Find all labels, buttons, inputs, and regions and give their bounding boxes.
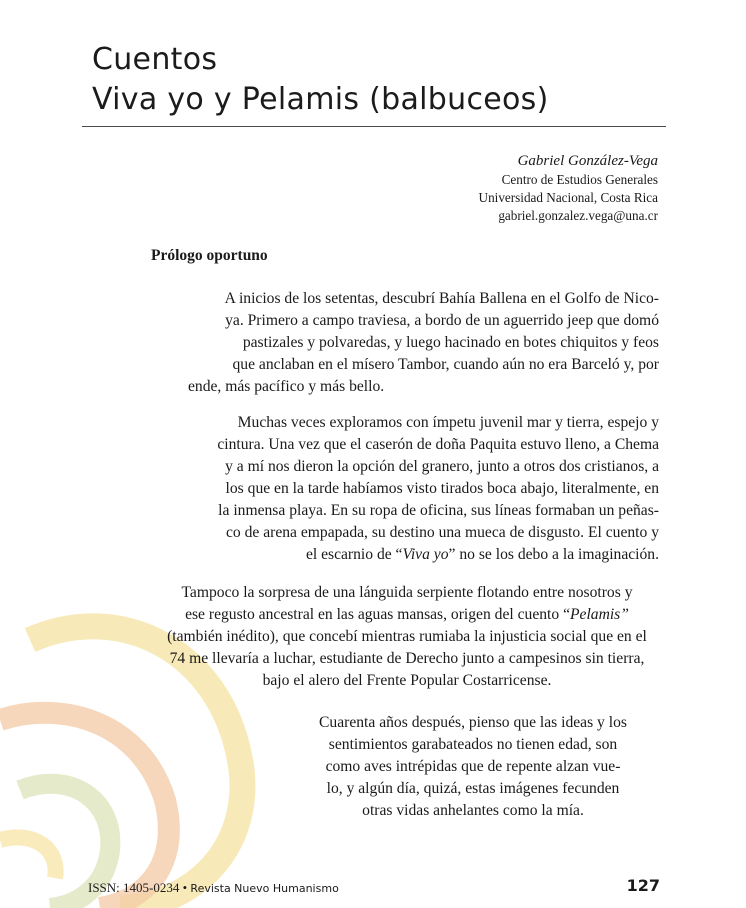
page-number: 127 (626, 876, 660, 895)
paragraph-line: Cuarenta años después, pienso que las ideas y los (319, 714, 627, 731)
paragraph-line: 74 me llevaría a luchar, estudiante de Derecho junto a campesinos sin tierra, (169, 650, 645, 667)
paragraph-line: ya. Primero a campo traviesa, a bordo de un aguerrido jeep que domó (225, 312, 659, 329)
author-affiliation-1: Centro de Estudios Generales (501, 172, 658, 187)
swirl-arc-middle (0, 713, 169, 908)
title-divider (82, 126, 666, 127)
author-block (479, 151, 658, 225)
author-affiliation-2: Universidad Nacional, Costa Rica (478, 190, 658, 205)
author-name: Gabriel González-Vega (517, 153, 658, 169)
paragraph-line: Muchas veces exploramos con ímpetu juvenil mar y tierra, espejo y (237, 414, 659, 431)
page-title (92, 40, 549, 120)
paragraph-line: como aves intrépidas que de repente alzan vue- (325, 758, 621, 775)
swirl-arc-core (0, 837, 56, 878)
magazine-name: Revista Nuevo Humanismo (190, 882, 339, 895)
paragraph-line: cintura. Una vez que el caserón de doña Paquita estuvo lleno, a Chema (217, 436, 659, 453)
paragraph-line: bajo el alero del Frente Popular Costarricense. (262, 672, 552, 689)
author-email: gabriel.gonzalez.vega@una.cr (498, 208, 658, 223)
paragraph-4 (283, 712, 663, 822)
story-title-viva-yo: Viva yo (402, 546, 449, 563)
section-heading: Prólogo oportuno (151, 247, 268, 264)
story-title-pelamis: Pelamis” (570, 606, 629, 623)
title-line-category: Cuentos (92, 42, 218, 77)
paragraph-line-last (180, 544, 659, 566)
paragraph-line: Tampoco la sorpresa de una lánguida serpiente flotando entre nosotros y (181, 584, 633, 601)
text-before-title: el escarnio de “ (305, 546, 403, 563)
paragraph-line: ende, más pacífico y más bello. (188, 378, 385, 395)
title-line-main: Viva yo y Pelamis (balbuceos) (92, 82, 549, 117)
paragraph-line (140, 604, 674, 626)
paragraph-line: co de arena empapada, su destino una mueca de disgusto. El cuento y (225, 524, 659, 541)
footer-issn (88, 880, 339, 896)
paragraph-line: (también inédito), que concebí mientras rumiaba la injusticia social que en el (167, 628, 647, 645)
paragraph-line: sentimientos garabateados no tienen edad, son (328, 736, 618, 753)
paragraph-line: que anclaban en el mísero Tambor, cuando aún no era Barceló y, por (232, 356, 659, 373)
paragraph-line: otras vidas anhelantes como la mía. (362, 802, 584, 819)
paragraph-line: y a mí nos dieron la opción del granero, junto a otros dos cristianos, a (225, 458, 659, 475)
paragraph-line: A inicios de los setentas, descubrí Bahía Ballena en el Golfo de Nico- (224, 290, 659, 307)
paragraph-line: pastizales y polvaredas, y luego hacinado en botes chiquitos y feos (242, 334, 659, 351)
text-before-title: ese regusto ancestral en las aguas mansas, origen del cuento “ (185, 606, 570, 623)
text-after-title: ” no se los debo a la imaginación. (448, 546, 659, 563)
paragraph-2 (180, 412, 659, 566)
paragraph-line: los que en la tarde habíamos visto tirados boca abajo, literalmente, en (225, 480, 659, 497)
paragraph-3 (140, 582, 674, 692)
paragraph-line: lo, y algún día, quizá, estas imágenes fecunden (326, 780, 620, 797)
paragraph-line: la inmensa playa. En su ropa de oficina, sus líneas formaban un peñas- (218, 502, 659, 519)
issn-text: ISSN: 1405-0234 • (88, 880, 191, 895)
paragraph-1 (160, 288, 659, 398)
